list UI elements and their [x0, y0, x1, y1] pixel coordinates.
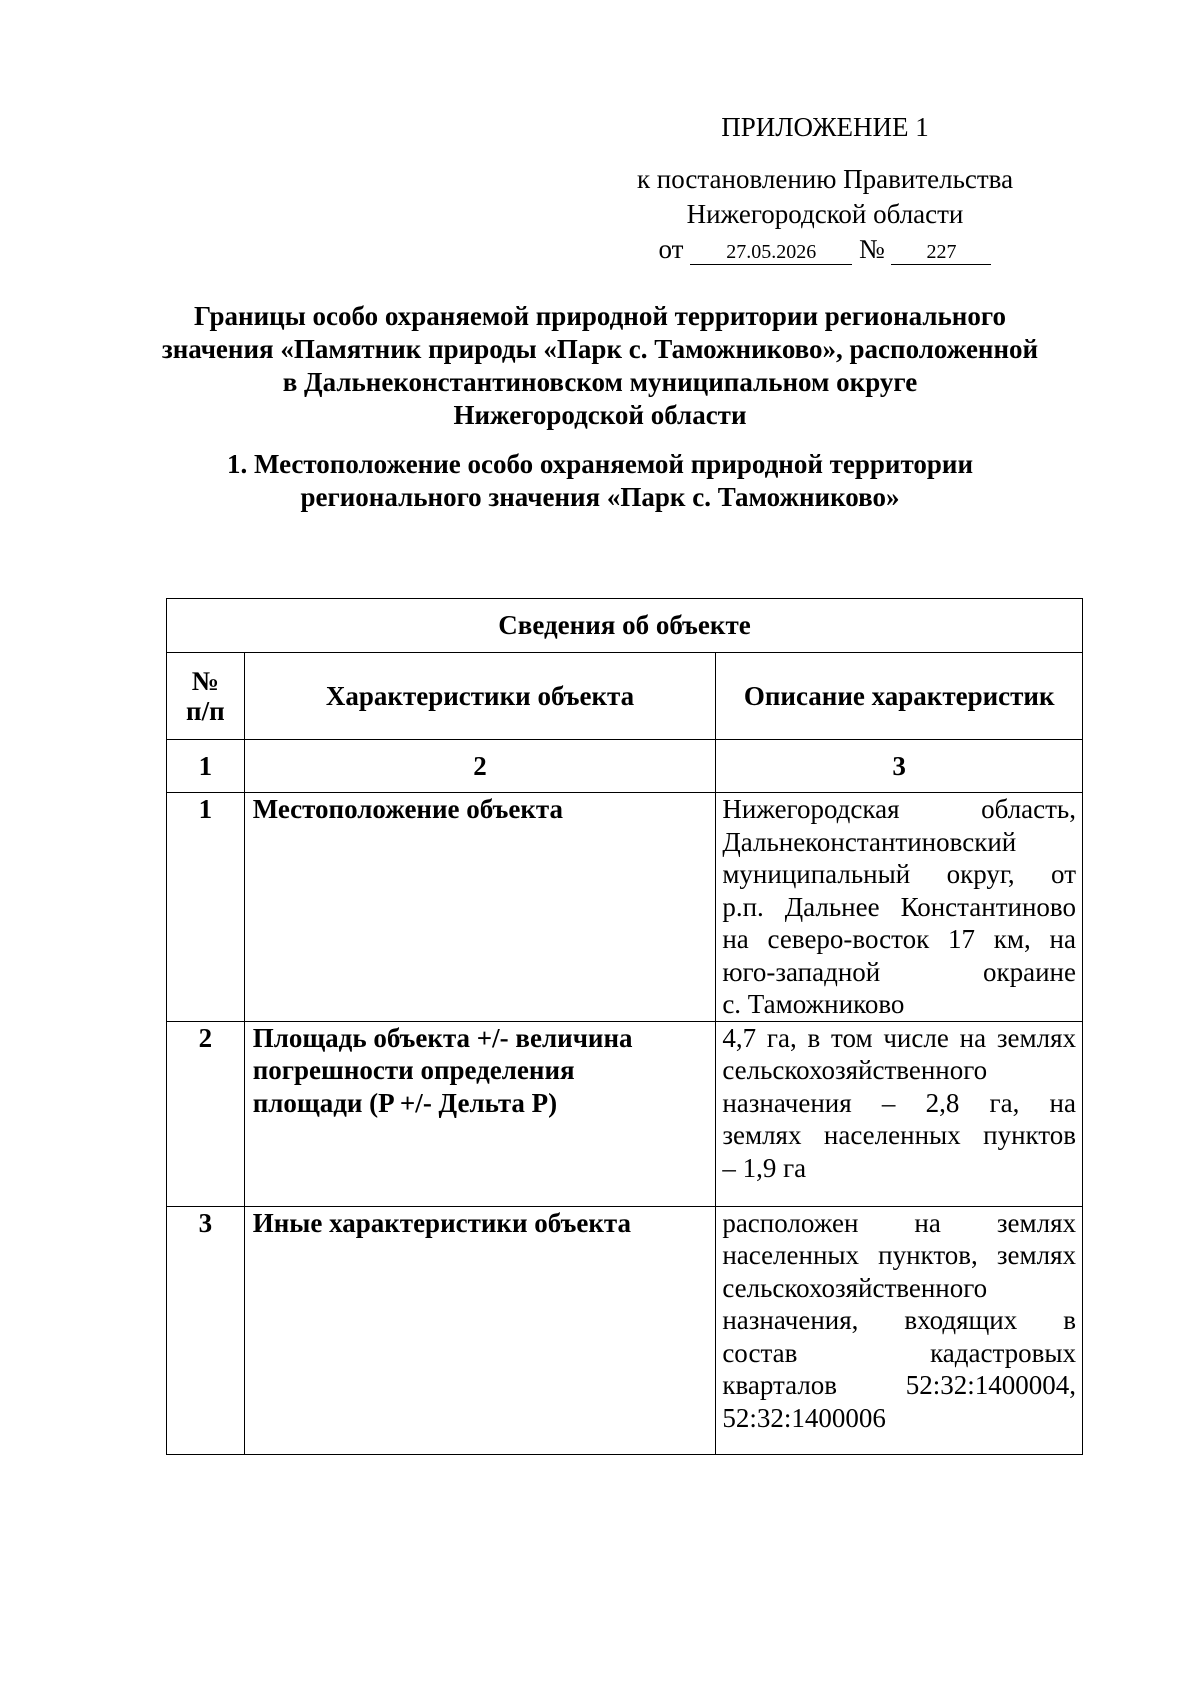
column-number-row — [167, 740, 1083, 793]
header-characteristics: Характеристики объекта — [244, 653, 716, 740]
description-line: сельскохозяйственного — [722, 1055, 988, 1085]
column-number: 1 — [167, 740, 245, 793]
description-line: населенных пунктов, землях — [722, 1240, 1076, 1270]
description-line: на северо-восток 17 км, на — [722, 924, 1076, 954]
description-line: сельскохозяйственного — [722, 1272, 988, 1303]
description-line: назначения – 2,8 га, на — [722, 1087, 1076, 1118]
row-number: 1 — [167, 793, 245, 1022]
table-row — [167, 793, 1083, 1022]
section-heading-line: регионального значения «Парк с. Таможниково» — [300, 482, 900, 512]
row-description — [716, 1206, 1083, 1454]
appendix-decree-line: к постановлению Правительства — [636, 164, 1014, 194]
number-label: № — [858, 234, 885, 264]
characteristic-line: Местоположение объекта — [252, 794, 563, 824]
table-row — [167, 1206, 1083, 1454]
section-heading-line: 1. Местоположение особо охраняемой природной территории — [226, 449, 974, 479]
title-line: Границы особо охраняемой природной территории регионального — [194, 301, 1006, 331]
document-title — [120, 300, 1080, 432]
description-line: с. Таможниково — [722, 989, 905, 1019]
header-number-abbr: п/п — [186, 696, 225, 726]
description-line: – 1,9 га — [722, 1152, 807, 1183]
description-line: юго-западной окраине — [722, 956, 1076, 987]
header-number-cell — [167, 653, 245, 740]
row-number: 3 — [167, 1206, 245, 1454]
description-line: муниципальный округ, от — [722, 859, 1076, 889]
column-number: 2 — [244, 740, 716, 793]
from-label: от — [658, 234, 684, 264]
description-line: назначения, входящих в — [722, 1305, 1076, 1335]
appendix-region-line: Нижегородской области — [686, 199, 964, 229]
table-row — [167, 1021, 1083, 1206]
table-caption: Сведения об объекте — [167, 599, 1083, 653]
title-line: в Дальнеконстантиновском муниципальном округе — [282, 367, 918, 397]
table-header-row — [167, 653, 1083, 740]
appendix-title: ПРИЛОЖЕНИЕ 1 — [721, 112, 929, 142]
decree-date: 27.05.2026 — [690, 240, 852, 265]
column-number: 3 — [716, 740, 1083, 793]
appendix-date-line — [600, 232, 1050, 267]
row-characteristic — [244, 1021, 716, 1206]
characteristic-line: погрешности определения — [252, 1055, 575, 1085]
header-number-sign: № — [191, 666, 219, 696]
row-characteristic — [244, 1206, 716, 1454]
description-line: Дальнеконстантиновский — [722, 826, 1017, 857]
description-line: землях населенных пунктов — [722, 1120, 1076, 1150]
row-description — [716, 1021, 1083, 1206]
header-description: Описание характеристик — [716, 653, 1083, 740]
description-line: р.п. Дальнее Константиново — [722, 891, 1076, 922]
object-info-table — [166, 598, 1083, 1455]
description-line: Нижегородская область, — [722, 794, 1076, 824]
description-line: кварталов 52:32:1400004, — [722, 1370, 1076, 1400]
row-description — [716, 793, 1083, 1022]
description-line: 4,7 га, в том числе на землях — [722, 1022, 1076, 1053]
description-line: состав кадастровых — [722, 1337, 1076, 1368]
row-characteristic — [244, 793, 716, 1022]
title-line: значения «Памятник природы «Парк с. Таможниково», расположенной — [161, 334, 1039, 364]
decree-number: 227 — [891, 240, 991, 265]
title-line: Нижегородской области — [453, 400, 747, 430]
characteristic-line: Иные характеристики объекта — [252, 1207, 631, 1238]
description-line: 52:32:1400006 — [722, 1402, 886, 1433]
row-number: 2 — [167, 1021, 245, 1206]
characteristic-line: площади (P +/- Дельта P) — [252, 1087, 558, 1118]
description-line: расположен на землях — [722, 1207, 1076, 1238]
characteristic-line: Площадь объекта +/- величина — [252, 1022, 633, 1053]
section-heading — [120, 448, 1080, 514]
